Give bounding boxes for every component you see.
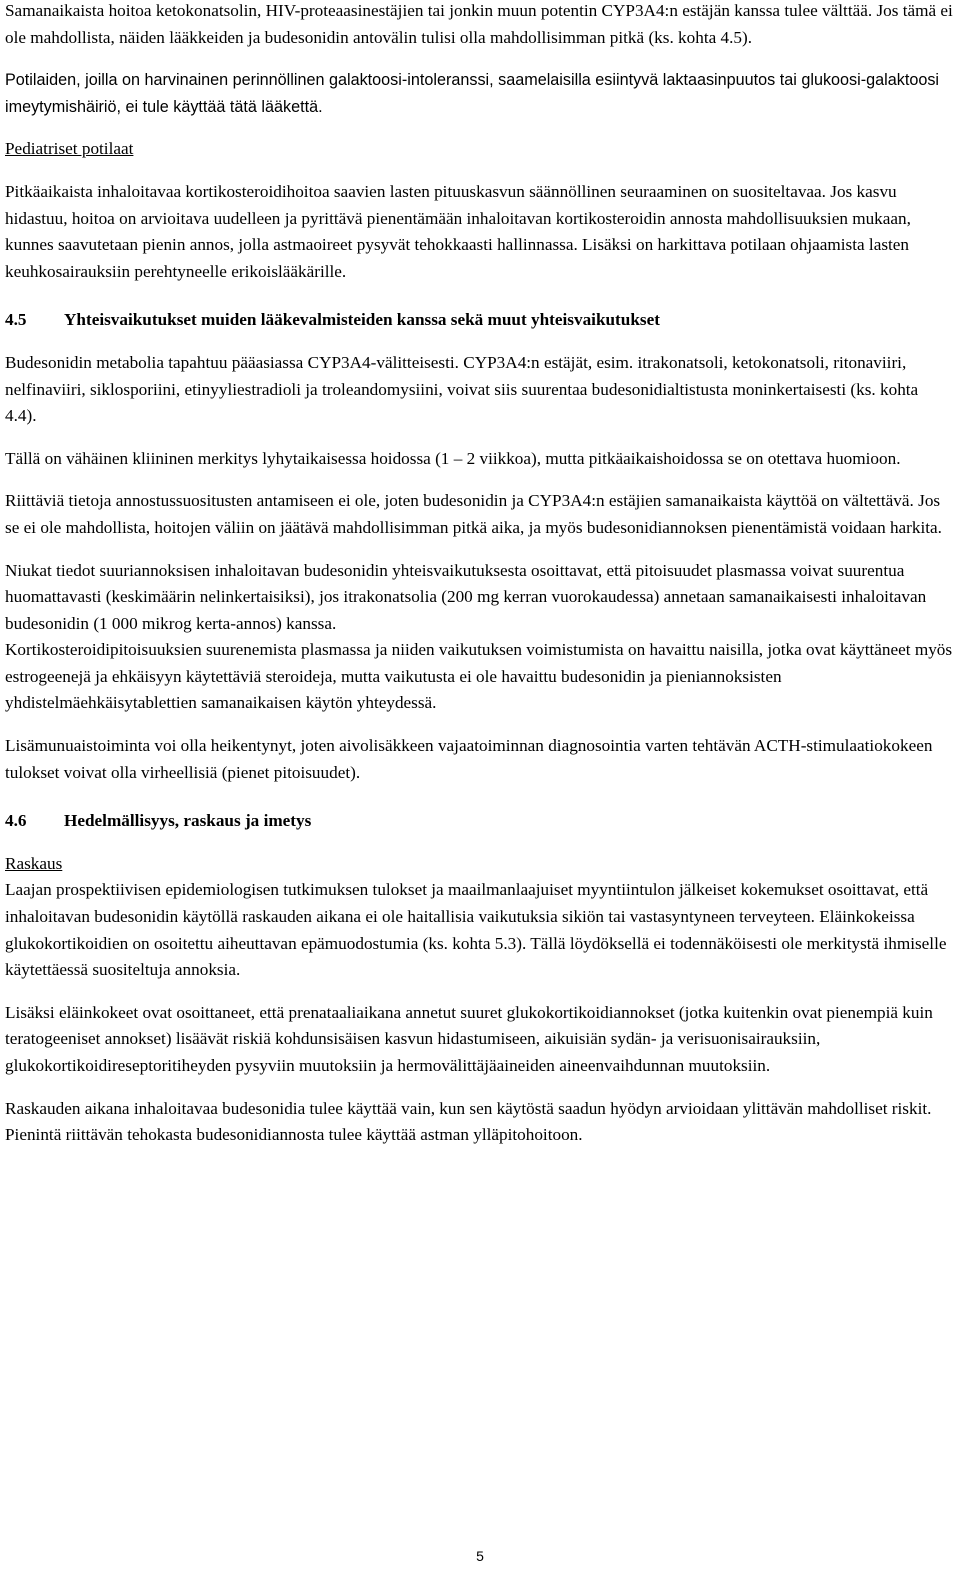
page-number: 5 <box>476 1548 484 1564</box>
paragraph-pregnancy-3: Raskauden aikana inhaloitavaa budesonidia tulee käyttää vain, kun sen käytöstä saadun hyödyn arvioidaan ylittävän mahdolliset riskit. Pienintä riittävän tehokasta budesonidiannosta tulee käyttää astman ylläpitohoitoon. <box>5 1098 932 1145</box>
paragraph-metabolism: Budesonidin metabolia tapahtuu pääasiassa CYP3A4-välitteisesti. CYP3A4:n estäjät, esim. itrakonatsoli, ketokonatsoli, ritonaviiri, nelfinaviiri, siklosporiini, etinyyliestradioli ja troleandomysiini, voivat siis suurentaa budesonidialtistusta moninkertaisesti (ks. kohta 4.4). <box>5 352 919 426</box>
document-page <box>5 0 953 1149</box>
paragraph-cyp3a4-continuation: Samanaikaista hoitoa ketokonatsolin, HIV-proteaasinestäjien tai jonkin muun potentin CYP3A4:n estäjän kanssa tulee välttää. Jos tämä ei ole mahdollista, näiden lääkkeiden ja budesonidin antovälin tulisi olla mahdollisimman pitkä (ks. kohta 4.5). <box>5 1 953 47</box>
paragraph-short-term-treatment: Tällä on vähäinen kliininen merkitys lyhytaikaisessa hoidossa (1 – 2 viikkoa), mutta pitkäaikaishoidossa se on otettava huomioon. <box>5 448 901 468</box>
section-heading-4-5 <box>5 307 953 334</box>
section-number: 4.6 <box>5 811 27 831</box>
paragraph-acth: Lisämunuaistoiminta voi olla heikentynyt, joten aivolisäkkeen vajaatoiminnan diagnosointia varten tehtävän ACTH-stimulaatiokokeen tulokset voivat olla virheellisiä (pienet pitoisuudet). <box>5 736 933 782</box>
subheading-pregnancy: Raskaus <box>5 853 63 873</box>
section-title: Hedelmällisyys, raskaus ja imetys <box>64 811 312 831</box>
paragraph-insufficient-data: Riittäviä tietoja annostussuositusten antamiseen ei ole, joten budesonidin ja CYP3A4:n estäjien samanaikaista käyttöä on vältettävä. Jos se ei ole mahdollista, hoitojen väliin on jäätävä mahdollisimman pitkä aika, ja myös budesonidiannoksen pienentämistä voidaan harkita. <box>5 491 942 537</box>
paragraph-pregnancy-2: Lisäksi eläinkokeet ovat osoittaneet, että prenataaliaikana annetut suuret glukokortikoidiannokset (jotka kuitenkin ovat pienempiä kuin teratogeeniset annokset) lisäävät riskiä kohdunsisäisen kasvun hidastumiseen, aikuisiän sydän- ja verisuonisairauksiin, glukokortikoidireseptoritiheyden pysyviin muutoksiin ja hermovälittäjäaineiden aineenvaihdunnan muutoksiin. <box>5 1002 933 1075</box>
paragraph-galactose-intolerance: Potilaiden, joilla on harvinainen perinnöllinen galaktoosi-intoleranssi, saamelaisilla esiintyvä laktaasinpuutos tai glukoosi-galaktoosi imeytymishäiriö, ei tule käyttää tätä lääkettä. <box>5 71 940 116</box>
subheading-pediatric-patients: Pediatriset potilaat <box>5 139 134 159</box>
section-title: Yhteisvaikutukset muiden lääkevalmisteiden kanssa sekä muut yhteisvaikutukset <box>64 310 660 330</box>
section-heading-4-6 <box>5 808 953 835</box>
paragraph-scarce-data: Niukat tiedot suuriannoksisen inhaloitavan budesonidin yhteisvaikutuksesta osoittavat, että pitoisuudet plasmassa voivat suurentua huomattavasti (keskimäärin nelinkertaisiksi), jos itrakonatsolia (200 mg kerran vuorokaudessa) annetaan samanaikaisesti inhaloitavan budesonidin (1 000 mikrog kerta-annos) kanssa. <box>5 560 927 633</box>
section-number: 4.5 <box>5 310 27 330</box>
paragraph-pregnancy-1: Laajan prospektiivisen epidemiologisen tutkimuksen tulokset ja maailmanlaajuiset myyntiintulon jälkeiset kokemukset osoittavat, että inhaloitavan budesonidin käytöllä raskauden aikana ei ole haitallisia vaikutuksia sikiön tai vastasyntyneen terveyteen. Eläinkokeissa glukokortikoidien on osoitettu aiheuttavan epämuodostumia (ks. kohta 5.3). Tällä löydöksellä ei todennäköisesti ole merkitystä ihmiselle käytettäessä suositeltuja annoksia. <box>5 880 947 980</box>
paragraph-pediatric: Pitkäaikaista inhaloitavaa kortikosteroidihoitoa saavien lasten pituuskasvun säännöllinen seuraaminen on suositeltavaa. Jos kasvu hidastuu, hoitoa on arvioitava uudelleen ja pyrittävä pienentämään inhaloitavan kortikosteroidin annosta mahdollisuuksien mukaan, kunnes saavutetaan pienin annos, jolla astmaoireet pysyvät tehokkaasti hallinnassa. Lisäksi on harkittava potilaan ohjaamista lasten keuhkosairauksiin perehtyneelle erikoislääkärille. <box>5 181 911 281</box>
paragraph-estrogen: Kortikosteroidipitoisuuksien suurenemista plasmassa ja niiden vaikutuksen voimistumista on havaittu naisilla, jotka ovat käyttäneet myös estrogeenejä ja ehkäisyyn käytettäviä steroideja, mutta vaikutusta ei ole havaittu budesonidin ja pieniannoksisten yhdistelmäehkäisytablettien samanaikaisen käytön yhteydessä. <box>5 640 953 713</box>
